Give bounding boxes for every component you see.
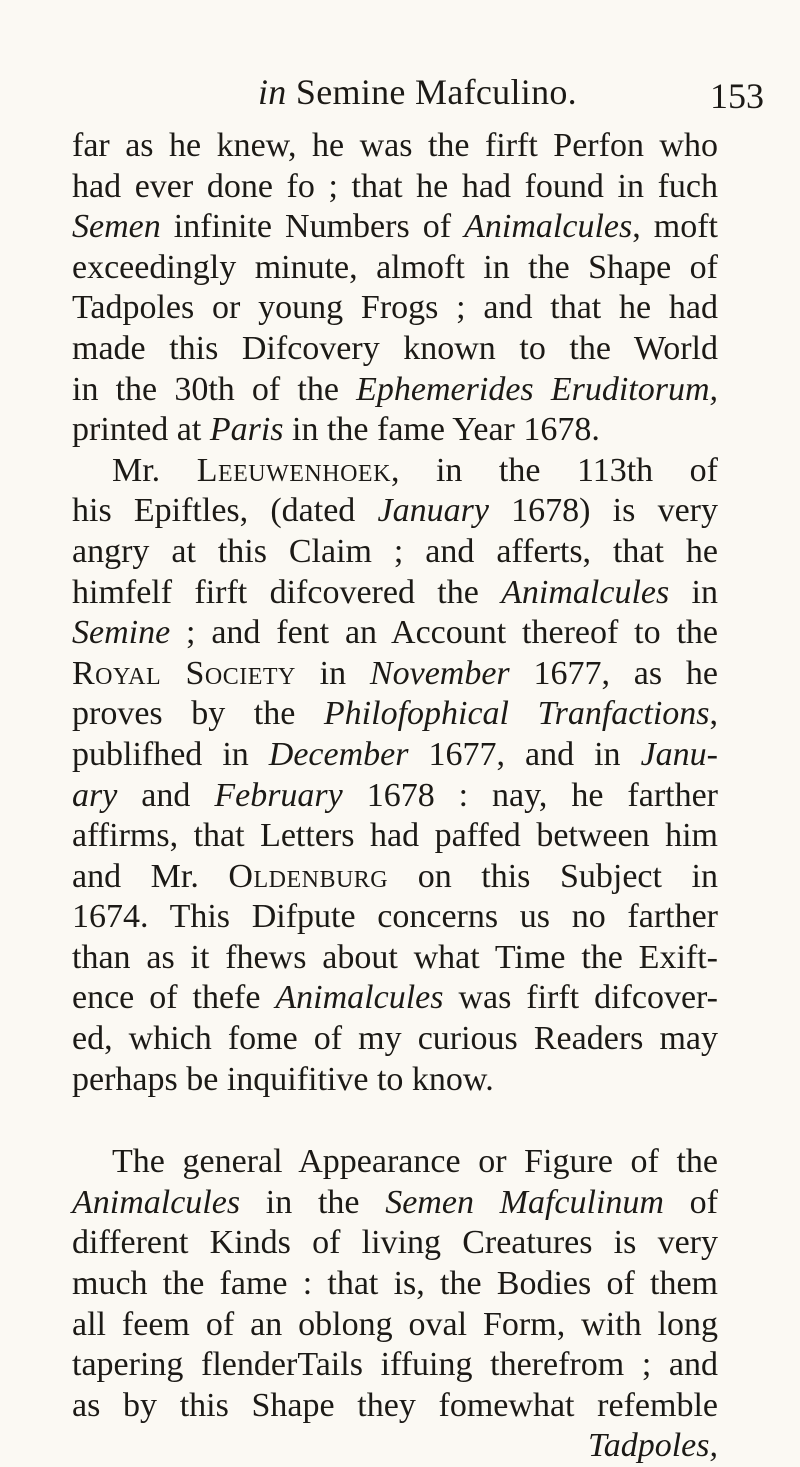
running-title-in: in: [258, 72, 287, 112]
text-line: [72, 938, 718, 979]
text-run: himfelf firft difcovered the: [72, 573, 502, 611]
text-line: [72, 1305, 718, 1346]
text-run: and Mr.: [72, 857, 229, 895]
page-number: 153: [710, 76, 764, 116]
text-line: [72, 288, 718, 329]
text-run: 1678) is very: [488, 492, 718, 530]
small-caps-run: Leeuwenhoek: [196, 451, 391, 489]
text-run: made this Difcovery known to the World: [72, 329, 718, 367]
text-line: [72, 1060, 718, 1101]
text-run: in the fame Year 1678.: [283, 411, 600, 449]
italic-run: Animalcules: [501, 573, 670, 611]
italic-run: ary: [72, 776, 118, 814]
text-run: than as it fhews about what Time the Exift-: [72, 938, 718, 976]
text-run: perhaps be inquifitive to know.: [72, 1060, 494, 1098]
text-line: [72, 167, 718, 208]
italic-run: Semen Mafculinum: [385, 1183, 664, 1221]
text-run: publifhed in: [72, 735, 269, 773]
text-run: different Kinds of living Creatures is very: [72, 1224, 718, 1262]
text-line: [72, 857, 718, 898]
text-run: as by this Shape they fomewhat refemble: [72, 1386, 718, 1424]
text-line: [72, 207, 718, 248]
text-run: and: [117, 776, 215, 814]
paragraph-1: [72, 126, 718, 1100]
text-line: [72, 978, 718, 1019]
text-run: 1678 : nay, he farther: [342, 776, 719, 814]
running-title-rest: Semine Mafculino.: [295, 72, 577, 112]
text-line: [72, 451, 718, 492]
body-text: [72, 126, 718, 1467]
text-run: ed, which fome of my curious Readers may: [72, 1020, 718, 1058]
text-run: all feem of an oblong oval Form, with long: [72, 1305, 718, 1343]
text-run: of: [663, 1183, 719, 1221]
text-line: [72, 1183, 718, 1224]
text-run: printed at: [72, 411, 210, 449]
italic-run: Animalcules: [275, 979, 444, 1017]
text-run: tapering flenderTails iffuing therefrom ; and: [72, 1346, 718, 1384]
running-title: [258, 72, 577, 112]
text-line: [72, 126, 718, 167]
small-caps-run: Royal Society: [72, 654, 296, 692]
italic-run: Semen: [72, 208, 161, 246]
text-run: was firft difcover-: [443, 979, 718, 1017]
paragraph-2: [72, 1142, 718, 1467]
text-line: [72, 1223, 718, 1264]
text-run: affirms, that Letters had paffed between him: [72, 817, 718, 855]
text-run: far as he knew, he was the firft Perfon who: [72, 127, 718, 164]
text-run: in the: [240, 1183, 386, 1221]
text-run: proves by the: [72, 695, 324, 733]
text-line: [72, 532, 718, 573]
text-line: [72, 1345, 718, 1386]
italic-run: January: [377, 492, 489, 530]
italic-run: Animalcules: [72, 1183, 241, 1221]
text-run: Mr.: [112, 451, 197, 489]
text-run: ence of thefe: [72, 979, 276, 1017]
text-run: much the fame : that is, the Bodies of them: [72, 1265, 718, 1303]
paragraph-gap: [72, 1100, 718, 1142]
text-line: [72, 897, 718, 938]
italic-run: Janu-: [640, 735, 718, 773]
text-run: infinite Numbers of: [160, 208, 465, 246]
text-line: [72, 573, 718, 614]
text-run: angry at this Claim ; and afferts, that he: [72, 532, 718, 570]
text-run: 1677, as he: [509, 654, 718, 692]
text-line: [72, 1264, 718, 1305]
text-line: [72, 613, 718, 654]
text-run: ; and fent an Account thereof to the: [170, 614, 718, 652]
running-head: [258, 70, 764, 116]
italic-run: Ephemerides Eruditorum,: [356, 370, 718, 408]
text-run: 1674. This Difpute concerns us no farther: [72, 898, 718, 936]
italic-run: Animalcules: [464, 208, 633, 246]
text-run: Tadpoles or young Frogs ; and that he had: [72, 289, 718, 327]
text-line: [72, 370, 718, 411]
text-line: [72, 410, 718, 451]
text-line: [72, 329, 718, 370]
text-run: , moft: [632, 208, 718, 246]
text-run: exceedingly minute, almoft in the Shape of: [72, 248, 718, 286]
text-run: in: [295, 654, 370, 692]
text-run: in: [669, 573, 718, 611]
italic-run: November: [369, 654, 510, 692]
italic-run: Philofophical Tranfactions: [323, 695, 710, 733]
italic-run: December: [268, 735, 409, 773]
text-line: [72, 1142, 718, 1183]
text-line: [72, 248, 718, 289]
text-run: 1677, and in: [408, 735, 641, 773]
text-run: in the 30th of the: [72, 370, 357, 408]
catchword: Tadpoles,: [587, 1427, 718, 1465]
text-line: [72, 694, 718, 735]
italic-run: Paris: [209, 411, 284, 449]
text-line: [72, 1386, 718, 1427]
text-run: ,: [709, 695, 718, 733]
text-line: [72, 1019, 718, 1060]
text-run: The general Appearance or Figure of the: [112, 1143, 718, 1181]
small-caps-run: Oldenburg: [228, 857, 389, 895]
text-line: [72, 776, 718, 817]
text-line: [72, 735, 718, 776]
text-run: , in the 113th of: [390, 451, 718, 489]
text-line: [72, 654, 718, 695]
text-line: [72, 816, 718, 857]
text-run: had ever done fo ; that he had found in fuch: [72, 167, 718, 205]
italic-run: Semine: [72, 614, 171, 652]
italic-run: February: [214, 776, 343, 814]
text-run: on this Subject in: [388, 857, 718, 895]
text-line: [72, 491, 718, 532]
text-run: his Epiftles, (dated: [72, 492, 378, 530]
